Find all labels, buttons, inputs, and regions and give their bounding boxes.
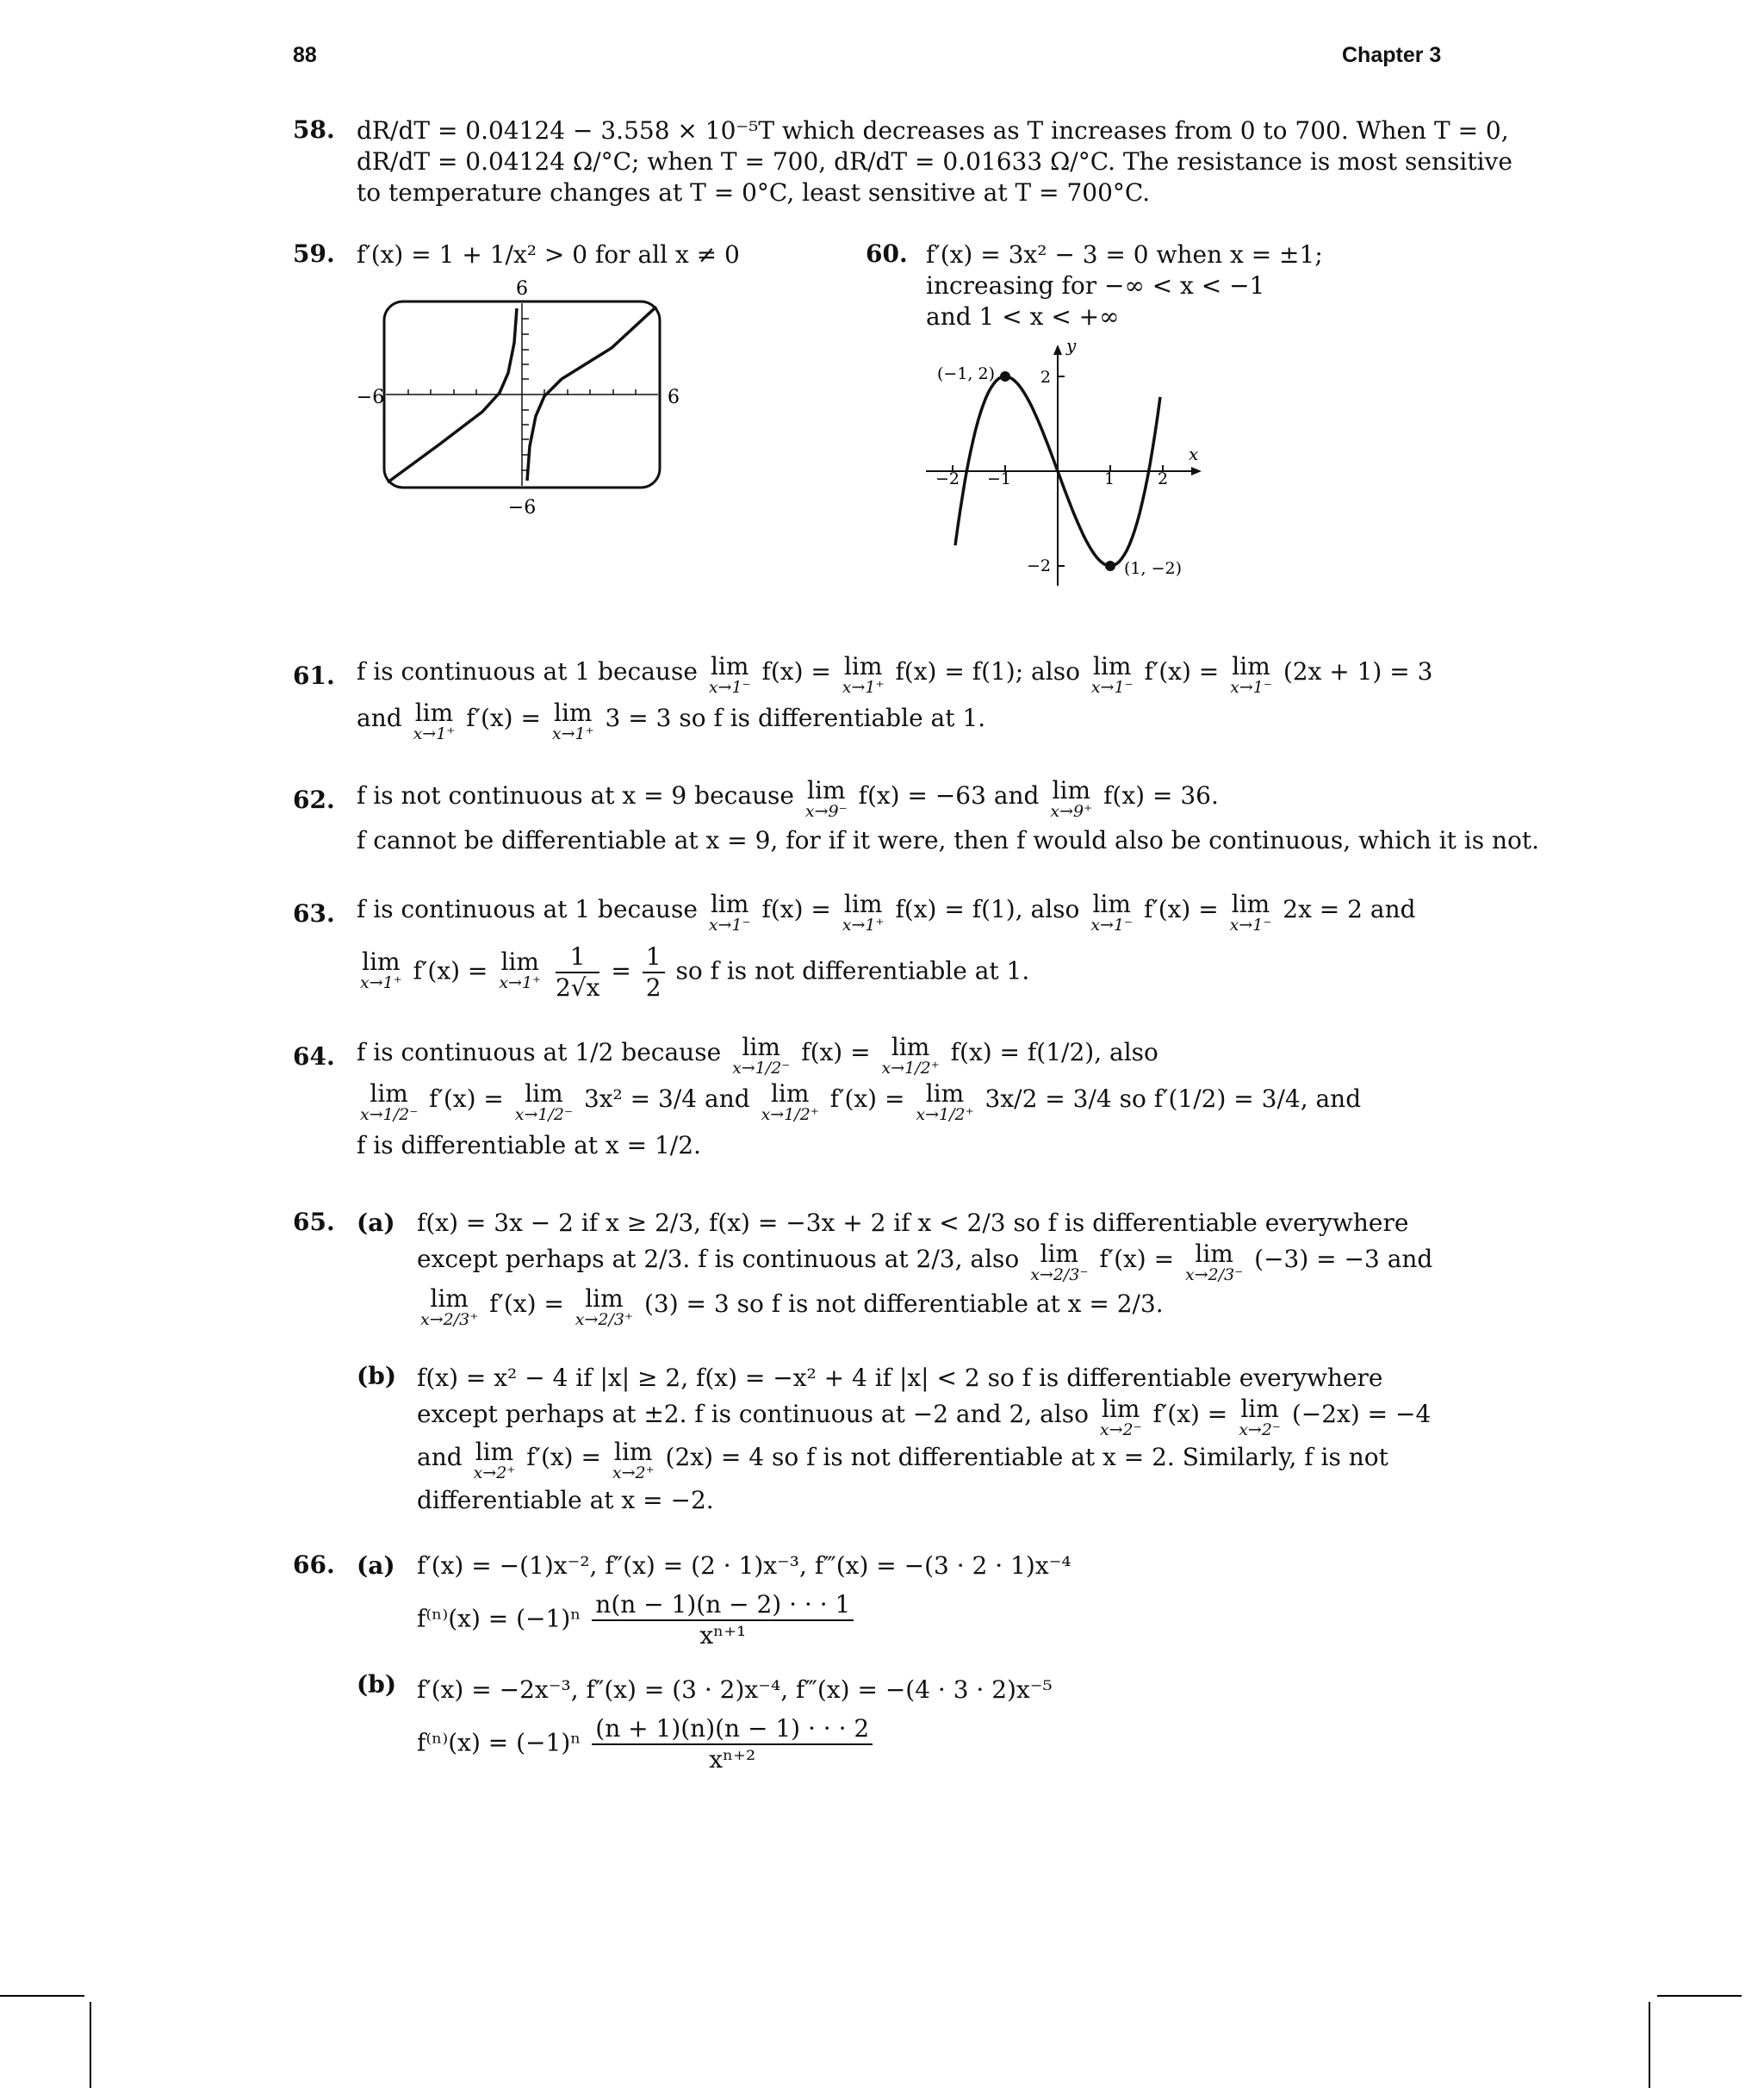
g60-x-arrow	[1191, 467, 1202, 475]
p65a-text: except perhaps at 2/3. f is continuous at 2/3, also	[417, 1245, 1020, 1273]
p61-line2	[357, 699, 1438, 744]
lim: lim x→1/2⁻	[360, 1079, 419, 1124]
p58-line1: dR/dT = 0.04124 − 3.558 × 10⁻⁵T which decreases as T increases from 0 to 700. When T = 0,	[357, 116, 1509, 145]
p63-fraction-2: $\frac{1}{2}$	[643, 942, 665, 1003]
p64-g: 3x/2 = 3/4 so f′(1/2) = 3/4, and	[984, 1084, 1362, 1113]
p64-e: 3x² = 3/4 and	[583, 1084, 750, 1113]
problem-61	[293, 652, 1438, 744]
p66a-fraction: $\frac{n(n - 1)(n - 2) \cdot \cdot \cdot 1}{\text{xⁿ⁺¹}}$	[592, 1590, 854, 1650]
p61-f: and	[357, 704, 402, 732]
crop-mark-left-v	[90, 2002, 91, 2088]
p61-a: f is continuous at 1 because	[357, 657, 698, 686]
problem-58	[293, 115, 1512, 208]
lim: lim x→1/2⁺	[881, 1033, 940, 1078]
lim: lim x→1⁺	[413, 699, 456, 743]
crop-mark-right-v	[1649, 2002, 1650, 2088]
p61-c: f(x) = f(1); also	[895, 657, 1080, 686]
p60-line1: f′(x) = 3x² − 3 = 0 when x = ±1;	[926, 240, 1323, 269]
lim: lim x→2/3⁻	[1030, 1240, 1089, 1284]
problem-number-63: 63.	[293, 899, 335, 928]
p60-line3: and 1 < x < +∞	[926, 302, 1120, 331]
p61-g: f′(x) =	[466, 704, 541, 732]
p65a-result2: (3) = 3 so f is not differentiable at x = 2/3.	[643, 1289, 1164, 1318]
lim: lim x→9⁺	[1050, 776, 1093, 821]
g60-max-point	[1000, 371, 1010, 382]
p58-line2: dR/dT = 0.04124 Ω/°C; when T = 700, dR/dT = 0.01633 Ω/°C. The resistance is most sensitive	[357, 147, 1512, 176]
p65-part-a-label: (a)	[357, 1209, 395, 1237]
lim: lim x→1⁺	[499, 948, 542, 992]
p66b-fraction: $\frac{(n + 1)(n)(n - 1) \cdot \cdot \cdot 2}{\text{xⁿ⁺²}}$	[592, 1714, 873, 1774]
p65a-line3	[417, 1284, 1438, 1330]
p58-line3: to temperature changes at T = 0°C, least sensitive at T = 700°C.	[357, 178, 1151, 207]
p61-d: f′(x) =	[1144, 657, 1220, 686]
p66a-lhs: f⁽ⁿ⁾(x) = (−1)ⁿ	[417, 1604, 581, 1633]
problem-number-60: 60.	[866, 239, 908, 268]
p66-part-a-label: (a)	[357, 1551, 395, 1580]
problem-66	[293, 1550, 1438, 1774]
p65a-line2	[417, 1240, 1438, 1285]
p61-line1	[357, 652, 1438, 698]
p63-fraction-1: $\frac{1}{2√x}$	[555, 942, 600, 1002]
problem-number-66: 66.	[293, 1550, 335, 1579]
p63-a: f is continuous at 1 because	[357, 895, 698, 923]
problem-number-61: 61.	[293, 662, 335, 690]
lim: lim x→2/3⁺	[575, 1284, 634, 1329]
p64-line1	[357, 1033, 1438, 1078]
g60-tick-x-m2: −2	[935, 469, 960, 488]
lim: lim x→2⁻	[1239, 1395, 1281, 1439]
problem-64	[293, 1033, 1438, 1161]
lim: lim x→1⁺	[842, 652, 885, 697]
p63-g: f′(x) =	[413, 956, 488, 985]
lim: lim x→1/2⁻	[514, 1079, 574, 1124]
p65b-result: (−2x) = −4	[1291, 1400, 1432, 1428]
problem-62	[293, 776, 1540, 856]
p62-line2: f cannot be differentiable at x = 9, for if it were, then f would also be continuous, which it is not.	[357, 826, 1540, 854]
lim: lim x→2/3⁻	[1184, 1240, 1244, 1284]
p65b-text: except perhaps at ±2. f is continuous at −2 and 2, also	[417, 1400, 1089, 1428]
p64-d: f′(x) =	[429, 1084, 504, 1113]
p66a-line2	[417, 1590, 1438, 1650]
problem-60	[866, 239, 1438, 332]
crop-mark-left-h	[0, 1995, 84, 1997]
problem-number-65: 65.	[293, 1208, 335, 1236]
p65b-line1: f(x) = x² − 4 if |x| ≥ 2, f(x) = −x² + 4 if |x| < 2 so f is differentiable everywhere	[417, 1364, 1383, 1392]
crop-mark-right-h	[1657, 1995, 1742, 1997]
g59-top-label: 6	[516, 278, 528, 300]
lim: lim x→2⁺	[473, 1438, 516, 1482]
graph-60	[922, 336, 1214, 594]
lim: lim x→1⁻	[708, 652, 751, 697]
lim: lim x→1⁻	[1230, 652, 1272, 697]
p63-line2: lim x→1⁺ f′(x) = lim x→1⁺ $\frac{1}{2√x}$ = $\frac{1}{2}$ so f is not differentiable at 1.	[360, 942, 1030, 1002]
p63-b: f(x) =	[761, 895, 831, 923]
p66b-line1: f′(x) = −2x⁻³, f″(x) = (3 · 2)x⁻⁴, f‴(x) = −(4 · 3 · 2)x⁻⁵	[417, 1675, 1053, 1704]
problem-number-62: 62.	[293, 786, 335, 814]
p63-d: f′(x) =	[1143, 895, 1219, 923]
p63-e: 2x = 2 and	[1283, 895, 1416, 923]
g60-tick-x-2: 2	[1157, 469, 1169, 488]
g60-y-label: y	[1066, 336, 1077, 356]
lim: lim x→1/2⁻	[732, 1033, 791, 1078]
p64-b: f(x) =	[801, 1038, 871, 1066]
p65a-fprime2: f′(x) =	[489, 1289, 564, 1318]
p65a-line1: f(x) = 3x − 2 if x ≥ 2/3, f(x) = −3x + 2 if x < 2/3 so f is differentiable everywhere	[417, 1209, 1409, 1237]
problem-number-59: 59.	[293, 239, 335, 268]
lim: lim x→2⁺	[612, 1438, 655, 1482]
g59-right-label: 6	[668, 387, 680, 408]
lim: lim x→1/2⁺	[761, 1079, 819, 1124]
p63-h: so f is not differentiable at 1.	[675, 956, 1030, 985]
lim: lim x→2/3⁺	[420, 1284, 479, 1329]
g60-min-label: (1, −2)	[1124, 559, 1183, 578]
p64-line2	[357, 1079, 1438, 1125]
g60-y-arrow	[1053, 345, 1062, 355]
lim: lim x→1⁺	[360, 948, 402, 992]
graph-59	[353, 274, 698, 524]
lim: lim x→1⁻	[1090, 652, 1134, 697]
p62-b: f(x) = −63 and	[858, 781, 1040, 810]
lim: lim x→1/2⁺	[916, 1079, 974, 1124]
g60-min-point	[1105, 561, 1115, 571]
g60-x-label: x	[1189, 444, 1199, 464]
p66b-line2	[417, 1714, 1438, 1774]
p60-line2: increasing for −∞ < x < −1	[926, 271, 1265, 300]
p61-b: f(x) =	[761, 657, 831, 686]
problem-65	[293, 1208, 1438, 1516]
g60-tick-x-m1: −1	[986, 469, 1012, 488]
lim: lim x→1⁻	[708, 890, 751, 935]
p66a-line1: f′(x) = −(1)x⁻², f″(x) = (2 · 1)x⁻³, f‴(x) = −(3 · 2 · 1)x⁻⁴	[417, 1551, 1071, 1580]
p64-c: f(x) = f(1/2), also	[950, 1038, 1158, 1066]
g59-left-label: −6	[356, 387, 385, 408]
p62-line1	[357, 776, 1438, 822]
p65b-fprime2: f′(x) =	[526, 1443, 601, 1471]
g60-max-label: (−1, 2)	[937, 364, 996, 383]
p62-a: f is not continuous at x = 9 because	[357, 781, 794, 810]
g59-curve-right	[527, 307, 656, 481]
lim: lim x→1⁻	[1229, 890, 1272, 935]
lim: lim x→1⁻	[1090, 890, 1134, 935]
g59-bottom-label: −6	[507, 497, 537, 519]
p65a-fprime: f′(x) =	[1099, 1245, 1175, 1273]
p61-h: 3 = 3 so f is differentiable at 1.	[605, 704, 986, 732]
p65-part-b-label: (b)	[357, 1362, 397, 1390]
lim: lim x→9⁻	[804, 776, 848, 821]
p65b-line4: differentiable at x = −2.	[417, 1486, 714, 1514]
p63-line1	[357, 890, 1438, 935]
problem-59	[293, 239, 810, 270]
p65a-result: (−3) = −3 and	[1254, 1245, 1433, 1273]
problem-63	[293, 890, 1438, 1003]
problem-number-64: 64.	[293, 1042, 335, 1071]
p63-c: f(x) = f(1), also	[895, 895, 1080, 923]
p64-line3: f is differentiable at x = 1/2.	[357, 1131, 701, 1159]
p59-text: f′(x) = 1 + 1/x² > 0 for all x ≠ 0	[357, 240, 740, 269]
g60-tick-y-m2: −2	[1026, 556, 1051, 575]
p61-e: (2x + 1) = 3	[1283, 657, 1433, 686]
p65b-line2	[417, 1395, 1438, 1440]
p65b-fprime: f′(x) =	[1152, 1400, 1228, 1428]
p65b-result2: (2x) = 4 so f is not differentiable at x = 2. Similarly, f is not	[665, 1443, 1388, 1471]
lim: lim x→1⁺	[842, 890, 885, 935]
p66-part-b-label: (b)	[357, 1670, 397, 1699]
p64-a: f is continuous at 1/2 because	[357, 1038, 722, 1066]
g60-tick-x-1: 1	[1103, 469, 1115, 488]
g59-curve-left	[388, 308, 517, 482]
page-number: 88	[293, 43, 317, 67]
p64-f: f′(x) =	[829, 1084, 905, 1113]
p66b-lhs: f⁽ⁿ⁾(x) = (−1)ⁿ	[417, 1728, 581, 1757]
p65b-and: and	[417, 1443, 463, 1471]
lim: lim x→2⁻	[1099, 1395, 1142, 1439]
p65b-line3	[417, 1438, 1438, 1483]
p62-c: f(x) = 36.	[1103, 781, 1219, 810]
chapter-title: Chapter 3	[1342, 43, 1442, 67]
g60-tick-y-2: 2	[1040, 368, 1051, 387]
problem-number-58: 58.	[293, 115, 335, 144]
lim: lim x→1⁺	[551, 699, 594, 743]
